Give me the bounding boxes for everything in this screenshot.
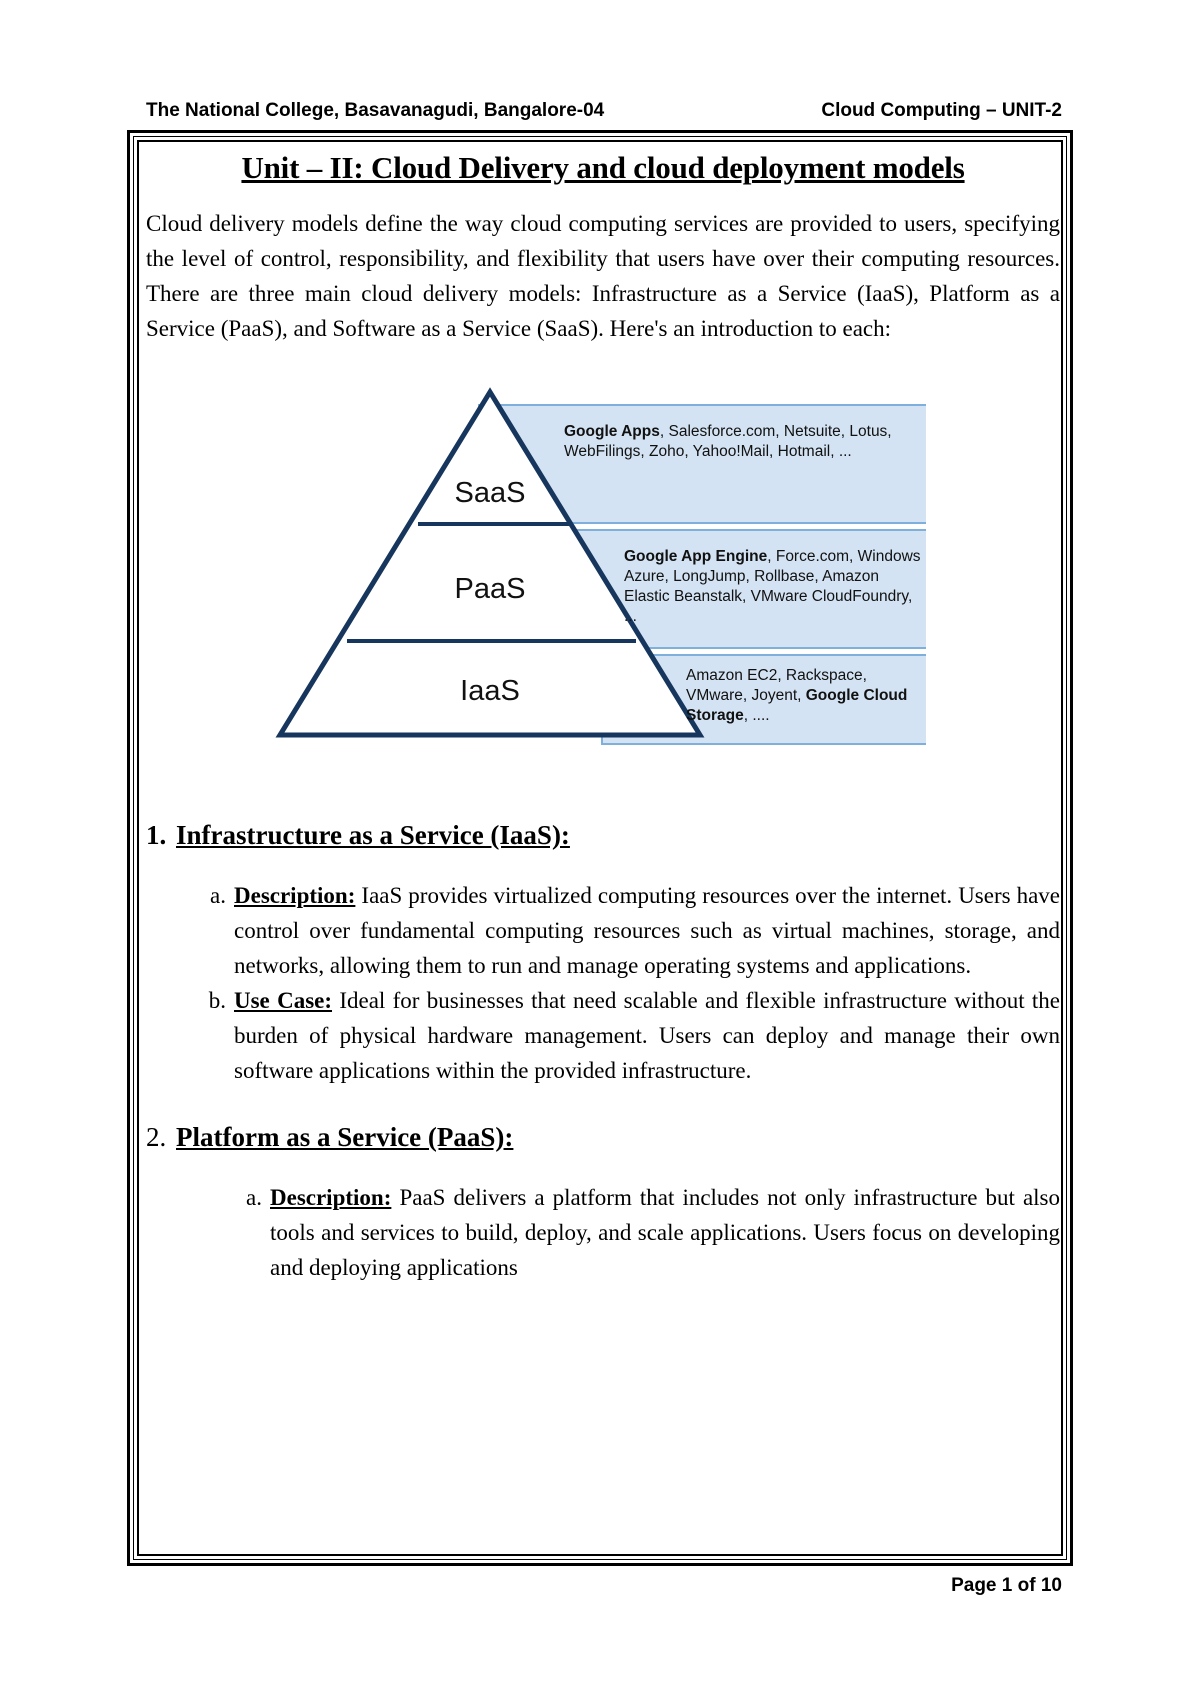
list-item bbox=[208, 983, 1060, 1088]
item-text: PaaS delivers a platform that includes not only infrastructure but also tools and services to build, deploy, and scale applications. Users focus on developing and deploying applications bbox=[270, 1185, 1061, 1280]
header-college: The National College, Basavanagudi, Bangalore-04 bbox=[146, 100, 605, 121]
section-iaas-title: Infrastructure as a Service (IaaS): bbox=[176, 820, 570, 850]
list-item bbox=[246, 1180, 1061, 1285]
iaas-label: IaaS bbox=[460, 675, 520, 707]
section-paas-list bbox=[146, 1180, 1060, 1285]
list-marker: a. bbox=[246, 1185, 262, 1210]
section-paas-title: Platform as a Service (PaaS): bbox=[176, 1122, 514, 1152]
item-label: Description: bbox=[234, 883, 356, 908]
item-text: IaaS provides virtualized computing resources over the internet. Users have control over fundamental computing resources such as virtual machines, storage, and networks, allowing them to run and manage operating systems and applications. bbox=[234, 883, 1061, 978]
list-marker: a. bbox=[210, 883, 226, 908]
intro-paragraph: Cloud delivery models define the way cloud computing services are provided to users, specifying the level of control, responsibility, and flexibility that users have over their computing resources. There are three main cloud delivery models: Infrastructure as a Service (IaaS), Platform as a Service (PaaS), and Software as a Service (SaaS). Here's an introduction to each: bbox=[146, 211, 1060, 341]
section-iaas-number: 1. bbox=[146, 820, 167, 850]
cloud-service-pyramid-diagram bbox=[266, 384, 926, 784]
item-text: Ideal for businesses that need scalable and flexible infrastructure without the burden of physical hardware management. Users can deploy and manage their own software applications within the provided infrastructure. bbox=[234, 988, 1060, 1083]
page-content bbox=[146, 148, 1060, 1285]
section-paas-heading bbox=[146, 1122, 1060, 1153]
list-item bbox=[210, 878, 1061, 983]
saas-examples-text: Google Apps, Salesforce.com, Netsuite, Lotus, WebFilings, Zoho, Yahoo!Mail, Hotmail, ... bbox=[564, 423, 892, 460]
section-paas-number: 2. bbox=[146, 1122, 167, 1152]
page-title: Unit – II: Cloud Delivery and cloud deployment models bbox=[241, 150, 965, 185]
iaas-examples-text: Amazon EC2, Rackspace, VMware, Joyent, Google Cloud Storage, .... bbox=[686, 667, 908, 724]
section-iaas-list bbox=[146, 878, 1060, 1088]
paas-examples-text: Google App Engine, Force.com, Windows Azure, LongJump, Rollbase, Amazon Elastic Beanstalk, VMware CloudFoundry, ... bbox=[624, 548, 921, 625]
header-course: Cloud Computing – UNIT-2 bbox=[821, 100, 1062, 121]
page-number: Page 1 of 10 bbox=[951, 1575, 1062, 1596]
saas-label: SaaS bbox=[454, 477, 526, 509]
item-label: Use Case: bbox=[234, 988, 333, 1013]
item-label: Description: bbox=[270, 1185, 392, 1210]
section-iaas-heading bbox=[146, 820, 1060, 851]
paas-label: PaaS bbox=[454, 573, 526, 605]
list-marker: b. bbox=[208, 988, 226, 1013]
